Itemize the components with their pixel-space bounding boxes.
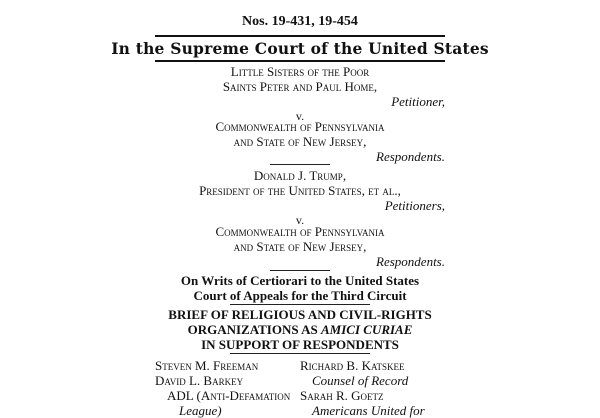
- case2-party1-line1: Donald J. Trump,: [253, 168, 347, 183]
- counsel-left-org: [155, 388, 290, 403]
- counsel-right-name1: Richard B. Katskee: [300, 358, 405, 373]
- brief-title-line2: [0, 322, 600, 338]
- counsel-right-role: Counsel of Record: [312, 373, 409, 388]
- counsel-left-name1: Steven M. Freeman: [155, 358, 259, 373]
- counsel-left-column: [155, 358, 290, 418]
- case2-role1: Petitioners,: [384, 198, 445, 213]
- writ-line1: On Writs of Certiorari to the United States: [180, 273, 420, 288]
- case1-party2-line2: and State of New Jersey,: [233, 134, 367, 149]
- case1-role1: Petitioner,: [391, 94, 445, 109]
- brief-title-line3: IN SUPPORT OF RESPONDENTS: [201, 337, 399, 352]
- case2-versus: v.: [295, 213, 305, 227]
- case1-role2: Respondents.: [376, 149, 445, 164]
- counsel-left-org2: League): [179, 403, 222, 418]
- case1-party1-line1: Little Sisters of the Poor: [230, 64, 370, 79]
- case1-party2-line1: Commonwealth of Pennsylvania: [215, 119, 385, 134]
- case2-party2-line2: and State of New Jersey,: [233, 239, 367, 254]
- brief-title-line1: BRIEF OF RELIGIOUS AND CIVIL-RIGHTS: [168, 307, 432, 322]
- counsel-right-column: [300, 358, 425, 418]
- amici-curiae-text: AMICI CURIAE: [321, 322, 413, 337]
- brief-title-line2-text: ORGANIZATIONS AS: [187, 322, 321, 337]
- case-separator-rule: [270, 164, 330, 165]
- docket-numbers: Nos. 19-431, 19-454: [242, 14, 358, 29]
- counsel-left-name2: David L. Barkey: [155, 373, 244, 388]
- brief-rule: [230, 304, 370, 305]
- writ-rule: [270, 270, 330, 271]
- top-rule: [155, 35, 445, 37]
- counsel-right-name2: Sarah R. Goetz: [300, 388, 384, 403]
- case2-party1-line2: President of the United States, et al.,: [199, 183, 401, 198]
- case2-role2: Respondents.: [376, 254, 445, 269]
- case2-party2-line1: Commonwealth of Pennsylvania: [215, 224, 385, 239]
- writ-line2: Court of Appeals for the Third Circuit: [193, 288, 407, 303]
- case1-party1-line2: Saints Peter and Paul Home,: [222, 79, 378, 94]
- counsel-left-org-text: ADL (Anti-Defamation: [167, 388, 291, 403]
- case1-versus: v.: [295, 109, 305, 123]
- court-rule: [155, 60, 445, 62]
- counsel-right-org: Americans United for: [312, 403, 425, 418]
- counsel-rule: [230, 353, 370, 354]
- court-name: In the Supreme Court of the United States: [111, 39, 489, 58]
